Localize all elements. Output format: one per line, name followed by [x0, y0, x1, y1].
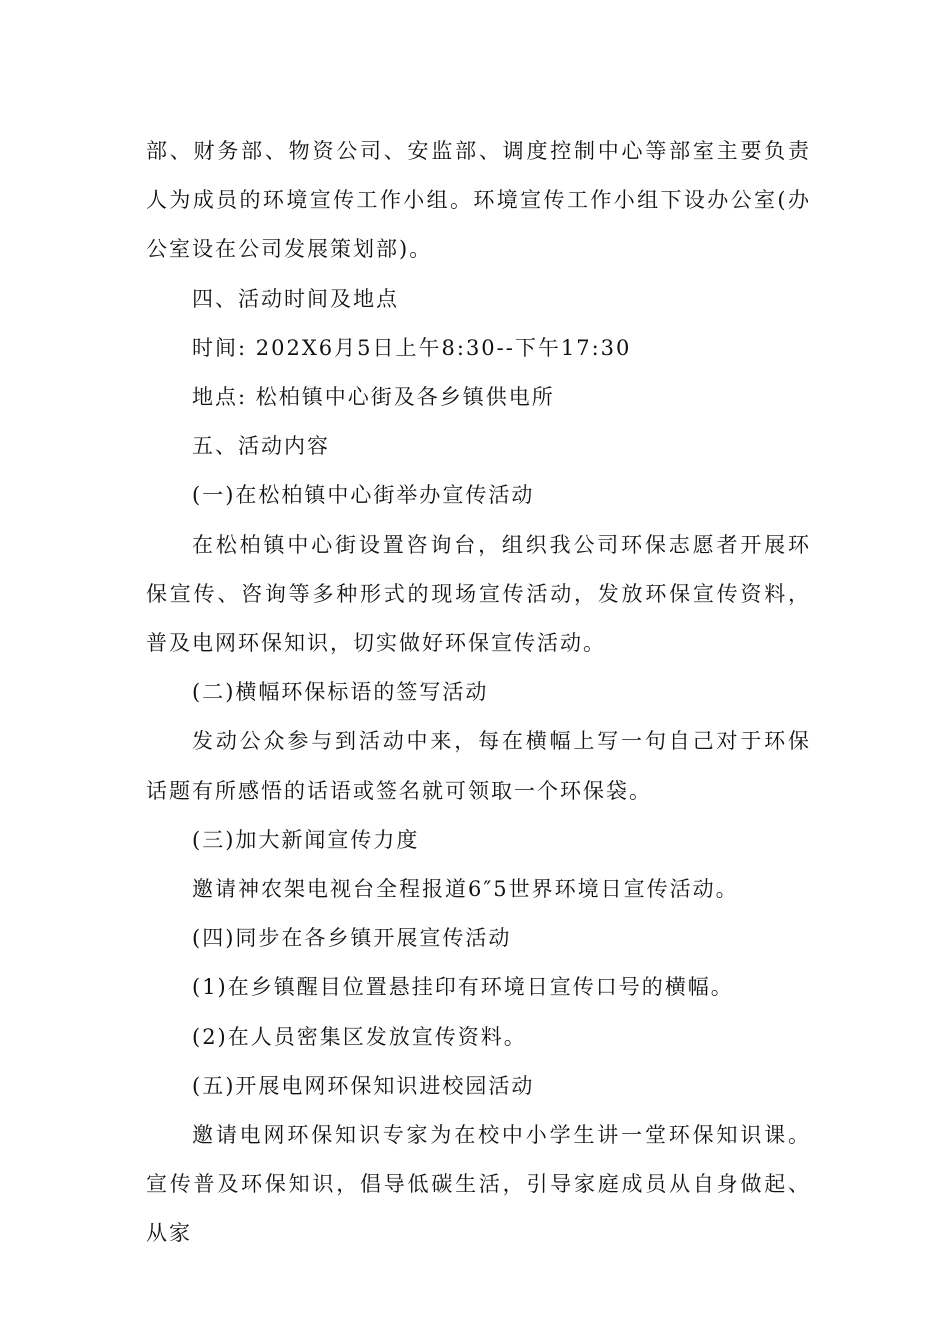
paragraph-activity-location: 地点: 松柏镇中心街及各乡镇供电所 [192, 385, 555, 410]
subheading-item-3: (三)加大新闻宣传力度 [192, 827, 420, 852]
paragraph-item-2: 发动公众参与到活动中来，每在横幅上写一句自己对于环保话题有所感悟的话语或签名就可领取一个环保袋。 [146, 729, 811, 803]
paragraph-item-4-2: (2)在人员密集区发放宣传资料。 [192, 1024, 527, 1049]
subheading-item-2: (二)横幅环保标语的签写活动 [192, 680, 489, 705]
paragraph-item-1: 在松柏镇中心街设置咨询台，组织我公司环保志愿者开展环保宣传、咨询等多种形式的现场宣传活动，发放环保宣传资料，普及电网环保知识，切实做好环保宣传活动。 [146, 532, 811, 656]
subheading-item-1: (一)在松柏镇中心街举办宣传活动 [192, 483, 535, 508]
paragraph-activity-time: 时间: 202X6月5日上午8:30--下午17:30 [192, 335, 632, 360]
paragraph-item-4-1: (1)在乡镇醒目位置悬挂印有环境日宣传口号的横幅。 [192, 975, 734, 1000]
subheading-item-4: (四)同步在各乡镇开展宣传活动 [192, 926, 512, 951]
paragraph-item-3: 邀请神农架电视台全程报道6″5世界环境日宣传活动。 [192, 877, 739, 902]
paragraph-organization-members: 部、财务部、物资公司、安监部、调度控制中心等部室主要负责人为成员的环境宣传工作小组。环境宣传工作小组下设办公室(办公室设在公司发展策划部)。 [146, 139, 811, 262]
heading-activity-time-location: 四、活动时间及地点 [192, 286, 399, 311]
subheading-item-5: (五)开展电网环保知识进校园活动 [192, 1073, 535, 1098]
paragraph-item-5: 邀请电网环保知识专家为在校中小学生讲一堂环保知识课。宣传普及环保知识，倡导低碳生活，引导家庭成员从自身做起、从家 [146, 1123, 811, 1246]
heading-activity-content: 五、活动内容 [192, 434, 330, 459]
document-body [146, 127, 811, 1259]
